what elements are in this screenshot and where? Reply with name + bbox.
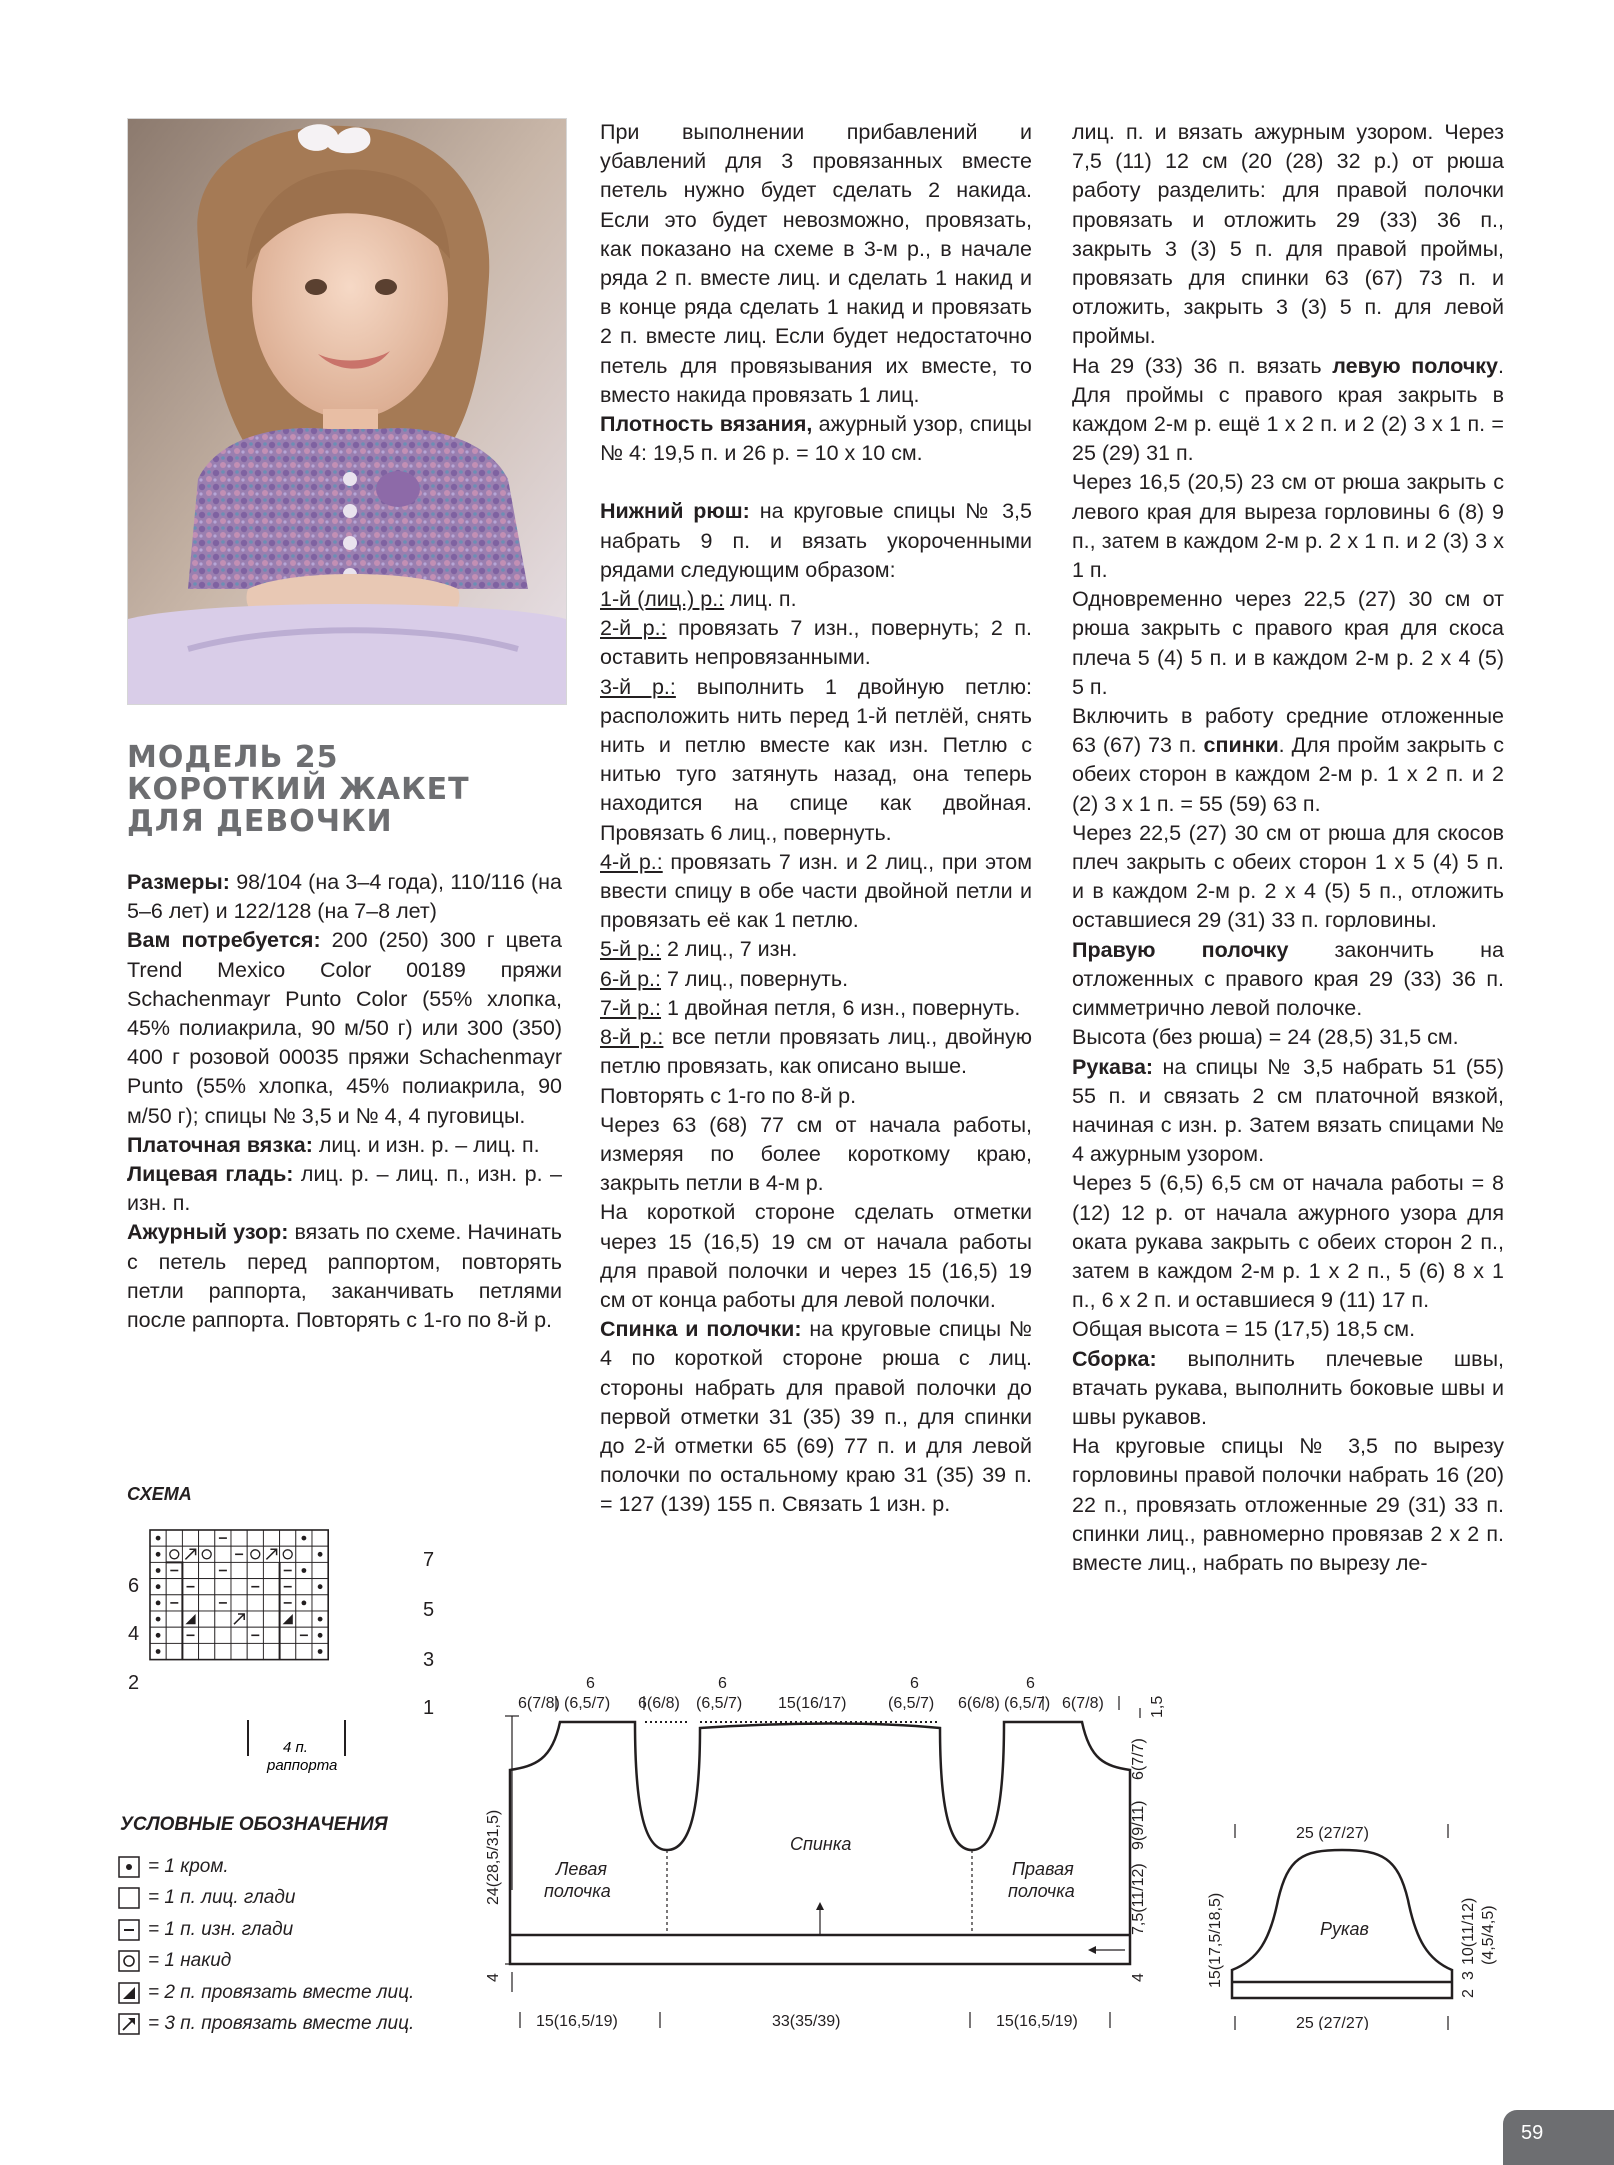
assembly-text: выполнить плечевые швы, втачать рукава, выполнить боковые швы и швы рукавов. xyxy=(1072,1346,1504,1429)
right-front-label-1: Правая xyxy=(1012,1859,1074,1879)
sleeve-right-label-3: 10(11/12) xyxy=(1460,1897,1477,1965)
top-label-7: 15(16/17) xyxy=(778,1695,847,1712)
row-label-4: 4 xyxy=(128,1623,140,1645)
sleeve-bottom-label: 25 (27/27) xyxy=(1296,2015,1369,2030)
sleeve-right-label-4: (4,5/4,5) xyxy=(1480,1905,1497,1965)
page-number: 59 xyxy=(1521,2122,1544,2144)
row-4-text: провязать 7 изн. и 2 лиц., при этом ввести спицу в обе части двойной петли и провязать её как 1 петлю. xyxy=(600,849,1032,933)
chart-selvedge-mark xyxy=(156,1601,161,1606)
right-front-post: закончить на отложенных с правого края 29 (33) 36 п. симметрично левой полочке. xyxy=(1072,937,1504,1021)
model-photo xyxy=(127,118,567,705)
right-label-1: 1,5 xyxy=(1149,1695,1166,1718)
chart-grid xyxy=(150,1530,328,1660)
top-label-1: 6(7/8) xyxy=(518,1695,560,1712)
left-height-label: 24(28,5/31,5) xyxy=(485,1809,502,1905)
right-label-4: 7,5(11/12) xyxy=(1130,1863,1147,1935)
stockinette-text: лиц. р. – лиц. п., изн. р. – изн. п. xyxy=(127,1162,562,1216)
chart-cell xyxy=(280,1546,296,1562)
row-1-text: лиц. п. xyxy=(724,587,797,612)
top-label-8: 6 xyxy=(910,1675,919,1692)
row-2 xyxy=(600,614,1032,672)
top-label-9: (6,5/7) xyxy=(888,1695,935,1712)
legend-label-knit: = 1 п. лиц. глади xyxy=(148,1887,296,1909)
spacer xyxy=(600,468,1032,497)
chart-cell xyxy=(182,1643,198,1659)
chart-cell xyxy=(231,1562,247,1578)
chart-cell xyxy=(166,1546,182,1562)
row-7-text: 1 двойная петля, 6 изн., повернуть. xyxy=(661,995,1021,1020)
chart-cell xyxy=(199,1530,215,1546)
shoulder-paragraph: Одновременно через 22,5 (27) 30 см от рюша закрыть с правого края для скоса плеча 5 (4) 5 п. и в каждом 2-м р. 2 x 4 (5) 5 п. xyxy=(1072,587,1504,699)
back-paragraph xyxy=(1072,702,1504,819)
back-label: Спинка xyxy=(790,1834,852,1854)
chart-cell xyxy=(280,1611,296,1627)
materials-paragraph xyxy=(127,926,562,1130)
column-2 xyxy=(600,118,1032,1520)
right-front-label-2: полочка xyxy=(1008,1881,1075,1901)
chart-cell xyxy=(263,1595,279,1611)
bottom-label-1: 15(16,5/19) xyxy=(536,2013,618,2030)
collar-paragraph: На круговые спицы № 3,5 по вырезу горловины правой полочки набрать 16 (20) 22 п., провязать отложенные 29 (31) 33 п. спинки лиц., равномерно провязав 2 x 2 п. вместе лиц., набрать по вырезу ле- xyxy=(1072,1434,1504,1575)
chart-cell xyxy=(280,1530,296,1546)
legend-label-purl: = 1 п. изн. глади xyxy=(148,1918,294,1940)
chart-cell xyxy=(280,1627,296,1643)
lace-text: вязать по схеме. Начинать с петель перед раппортом, повторять петли раппорта, заканчивать петлями после раппорта. Повторять с 1-го по 8-й р. xyxy=(127,1220,562,1333)
schematic-right-labels xyxy=(1130,1696,1166,1982)
row-2-text: провязать 7 изн., повернуть; 2 п. оставить непровязанными. xyxy=(600,616,1032,670)
row-4 xyxy=(600,848,1032,936)
chart-cell xyxy=(166,1643,182,1659)
left-front-paragraph xyxy=(1072,352,1504,469)
chart-cell xyxy=(182,1611,198,1627)
legend-item-yarn-over xyxy=(118,1946,414,1978)
row-8-text: все петли провязать лиц., двойную петлю провязать, как описано выше. xyxy=(600,1025,1032,1079)
chart-cell xyxy=(182,1595,198,1611)
column-3 xyxy=(1072,118,1504,1578)
sleeves-label: Рукава: xyxy=(1072,1054,1154,1079)
sleeves-text: на спицы № 3,5 набрать 51 (55) 55 п. и связать 2 см платочной вязкой, начиная с изн. р. Затем вязать спицами № 4 ажурным узором. xyxy=(1072,1054,1504,1167)
k3tog-arrow-icon xyxy=(118,2013,140,2035)
chart-cell xyxy=(247,1562,263,1578)
row-5-text: 2 лиц., 7 изн. xyxy=(661,937,798,962)
chart-cell xyxy=(166,1579,182,1595)
left-front-label-2: полочка xyxy=(544,1881,611,1901)
top-label-11: 6 xyxy=(1026,1675,1035,1692)
sleeve-cap-paragraph: Через 5 (6,5) 6,5 см от начала работы = 8 (12) 12 р. от начала ажурного узора для оката рукава закрыть с обеих сторон 2 п., затем в каждом 2-м р. 1 x 2 п., 5 (6) 8 x 1 п., 6 x 2 п. и оставшиеся 9 (11) 17 п. xyxy=(1072,1171,1504,1313)
k2tog-icon xyxy=(118,1982,140,2004)
markers-note: На короткой стороне сделать отметки через 15 (16,5) 19 см от начала работы для правой полочки и через 15 (16,5) 19 см от конца работы для левой полочки. xyxy=(600,1200,1032,1312)
sleeve-right-labels xyxy=(1460,1898,1497,1998)
chart-selvedge-mark xyxy=(156,1633,161,1638)
chart-cell xyxy=(231,1530,247,1546)
body-text: на круговые спицы № 4 по короткой стороне рюша с лиц. стороны набрать для правой полочки до первой отметки 31 (35) 39 п., для спинки до 2-й отметки 65 (69) 77 п. и для левой полочки по остальному краю 31 (35) 39 п. = 127 (139) 155 п. Связать 1 изн. р. xyxy=(600,1317,1032,1517)
row-6-text: 7 лиц., повернуть. xyxy=(661,966,849,991)
chart-cell xyxy=(247,1546,263,1562)
row-label-2: 2 xyxy=(128,1672,140,1694)
model-photo-illustration xyxy=(128,119,566,704)
chart-cell xyxy=(215,1546,231,1562)
chart-selvedge-mark xyxy=(318,1617,323,1622)
right-front-paragraph xyxy=(1072,936,1504,1024)
stockinette-label: Лицевая гладь: xyxy=(127,1162,294,1187)
row-2-label: 2-й р.: xyxy=(600,616,667,641)
yarn-over-icon xyxy=(118,1950,140,1972)
schematic-top-labels xyxy=(518,1675,1104,1712)
chart-cell xyxy=(296,1643,312,1659)
chart-cell xyxy=(182,1562,198,1578)
chart-cell xyxy=(166,1530,182,1546)
model-title-line3: ДЛЯ ДЕВОЧКИ xyxy=(127,804,393,839)
schematic-bottom-labels xyxy=(536,2013,1078,2030)
model-title-line1: МОДЕЛЬ 25 xyxy=(127,740,339,775)
chart-cell xyxy=(296,1546,312,1562)
garter-text: лиц. и изн. р. – лиц. п. xyxy=(312,1132,540,1157)
stitch-chart xyxy=(118,1516,458,1786)
legend xyxy=(118,1851,414,2040)
legend-item-purl xyxy=(118,1914,414,1946)
right-label-5: 4 xyxy=(1130,1973,1147,1982)
neckline-paragraph: Через 16,5 (20,5) 23 см от рюша закрыть с левого края для выреза горловины 6 (8) 9 п., затем в каждом 2-м р. 2 x 1 п. и 2 (3) 3 x 1 п. xyxy=(1072,470,1504,583)
sleeves-paragraph xyxy=(1072,1053,1504,1170)
legend-title: УСЛОВНЫЕ ОБОЗНАЧЕНИЯ xyxy=(120,1814,388,1835)
legend-item-k2tog xyxy=(118,1977,414,2009)
chart-selvedge-mark xyxy=(318,1584,323,1589)
column-1 xyxy=(127,868,562,1335)
right-label-2: 6(7/7) xyxy=(1130,1738,1147,1780)
row-4-label: 4-й р.: xyxy=(600,849,663,874)
arrow-left-head-icon xyxy=(1088,1946,1096,1954)
chart-cell xyxy=(215,1643,231,1659)
sleeve-schematic xyxy=(1180,1820,1510,2030)
chart-cell xyxy=(312,1562,328,1578)
back-post: . Для пройм закрыть с обеих сторон в каждом 2-м р. 1 x 2 п. и 2 (2) 3 x 1 п. = 55 (59) 63 п. xyxy=(1072,733,1504,816)
chart-cell xyxy=(215,1627,231,1643)
chart-cell xyxy=(280,1643,296,1659)
assembly-paragraph xyxy=(1072,1345,1504,1433)
left-front-label-1: Левая xyxy=(556,1859,607,1879)
chart-cell xyxy=(182,1530,198,1546)
chart-selvedge-mark xyxy=(156,1584,161,1589)
chart-selvedge-mark xyxy=(156,1617,161,1622)
chart-cell xyxy=(263,1611,279,1627)
chart-cell xyxy=(296,1611,312,1627)
row-label-3: 3 xyxy=(423,1649,435,1671)
repeat-note: Повторять с 1-го по 8-й р. xyxy=(600,1083,857,1108)
top-label-12: (6,5/7) xyxy=(1004,1695,1051,1712)
legend-label-yarn-over: = 1 накид xyxy=(148,1950,232,1972)
row-1-label: 1-й (лиц.) р.: xyxy=(600,587,725,612)
sizes-text: 98/104 (на 3–4 года), 110/116 (на 5–6 лет) и 122/128 (на 7–8 лет) xyxy=(127,870,562,924)
chart-selvedge-mark xyxy=(302,1601,307,1606)
legend-item-knit xyxy=(118,1883,414,1915)
sleeve-left-label: 15(17,5/18,5) xyxy=(1207,1892,1224,1988)
row-label-6: 6 xyxy=(128,1575,140,1597)
page-number-tab xyxy=(1503,2110,1614,2165)
knit-stitch-icon xyxy=(118,1887,140,1909)
chart-cell xyxy=(296,1579,312,1595)
chart-cell xyxy=(312,1595,328,1611)
chart-cell xyxy=(247,1595,263,1611)
row-1 xyxy=(600,585,1032,614)
legend-item-k3tog xyxy=(118,2009,414,2041)
top-label-2: 6 xyxy=(586,1675,595,1692)
right-front-bold: Правую полочку xyxy=(1072,937,1289,962)
split-paragraph: лиц. п. и вязать ажурным узором. Через 7,5 (11) 12 см (20 (28) 32 р.) от рюша работу разделить: для правой полочки провязать и отложить 29 (33) 36 п., закрыть 3 (3) 5 п. для правой проймы, провязать для спинки 63 (67) 73 п. и отложить, закрыть 3 (3) 5 п. для левой проймы. xyxy=(1072,120,1504,349)
pattern-schematic xyxy=(460,1660,1180,2040)
sizes-label: Размеры: xyxy=(127,870,230,894)
chart-selvedge-mark xyxy=(318,1633,323,1638)
gauge-label: Плотность вязания, xyxy=(600,412,813,437)
selvedge-stitch-icon xyxy=(118,1856,140,1878)
chart-cell xyxy=(199,1611,215,1627)
chart-cell xyxy=(247,1530,263,1546)
materials-text: 200 (250) 300 г цвета Trend Mexico Color 00189 пряжи Schachenmayr Punto Color (55% хлопка, 45% полиакрила, 90 м/50 г) или 300 (350) 400 г розовой 00035 пряжи Schachenmayr Punto (55% хлопка, 45% полиакрила, 90 м/50 г); спицы № 3,5 и № 4, 4 пуговицы. xyxy=(127,928,562,1128)
row-8 xyxy=(600,1023,1032,1081)
ruffle-label: Нижний рюш: xyxy=(600,499,750,524)
left-front-post: . Для проймы с правого края закрыть в каждом 2-м р. ещё 1 x 2 п. и 2 (2) 3 x 1 п. = 25 (29) 31 п. xyxy=(1072,353,1505,466)
sleeve-right-label-2: 3 xyxy=(1460,1971,1477,1980)
left-ruffle-label: 4 xyxy=(485,1973,502,1982)
legend-label-k3tog: = 3 п. провязать вместе лиц. xyxy=(148,2013,415,2035)
top-label-6: (6,5/7) xyxy=(696,1695,743,1712)
arrow-up-head-icon xyxy=(816,1902,824,1910)
row-8-label: 8-й р.: xyxy=(600,1025,664,1050)
chart-selvedge-mark xyxy=(156,1568,161,1573)
chart-cell xyxy=(247,1643,263,1659)
decrease-note: При выполнении прибавлений и убавлений для 3 провязанных вместе петель нужно будет сделать 2 накида. Если это будет невозможно, провязать, как показано на схеме в 3-м р., в начале ряда 2 п. вместе лиц. и сделать 1 накид и в конце ряда сделать 1 накид и провязать 2 п. вместе лиц. Если будет недостаточно петель для провязывания их вместе, то вместо накида провязать 1 лиц. xyxy=(600,120,1032,407)
chart-cell xyxy=(263,1627,279,1643)
stockinette-paragraph xyxy=(127,1160,562,1218)
ruffle-paragraph xyxy=(600,497,1032,585)
gauge-paragraph xyxy=(600,410,1032,468)
chart-cell xyxy=(199,1546,215,1562)
bottom-label-3: 15(16,5/19) xyxy=(996,2013,1078,2030)
materials-label: Вам потребуется: xyxy=(127,928,321,953)
row-label-5: 5 xyxy=(423,1599,435,1621)
chart-cell xyxy=(312,1530,328,1546)
row-7-label: 7-й р.: xyxy=(600,995,662,1020)
back-bold: спинки xyxy=(1203,733,1279,758)
chart-cell xyxy=(247,1611,263,1627)
chart-selvedge-mark xyxy=(318,1552,323,1557)
row-label-7: 7 xyxy=(423,1549,435,1571)
bottom-label-2: 33(35/39) xyxy=(772,2013,841,2030)
garter-paragraph xyxy=(127,1131,562,1160)
row-label-1: 1 xyxy=(423,1697,435,1719)
legend-item-selvedge xyxy=(118,1851,414,1883)
row-3-label: 3-й р.: xyxy=(600,674,676,699)
lace-label: Ажурный узор: xyxy=(127,1220,289,1245)
model-title-line2: КОРОТКИЙ ЖАКЕТ xyxy=(127,772,470,807)
top-label-10: 6(6/8) xyxy=(958,1695,1000,1712)
chart-cell xyxy=(263,1562,279,1578)
sleeve-right-label-1: 2 xyxy=(1460,1989,1477,1998)
top-label-4: 6(6/8) xyxy=(638,1695,680,1712)
row-6 xyxy=(600,965,1032,994)
total-height-paragraph: Общая высота = 15 (17,5) 18,5 см. xyxy=(1072,1317,1416,1342)
top-label-5: 6 xyxy=(718,1675,727,1692)
sleeve-label: Рукав xyxy=(1320,1919,1369,1939)
back-shoulder-paragraph: Через 22,5 (27) 30 см от рюша для скосов плеч закрыть с обеих сторон 1 x 5 (4) 5 п. и в каждом 2-м р. 2 x 4 (5) 5 п., отложить оставшиеся 29 (31) 33 п. горловины. xyxy=(1072,820,1504,933)
chart-cell xyxy=(199,1595,215,1611)
chart-selvedge-mark xyxy=(302,1536,307,1541)
chart-cell xyxy=(231,1643,247,1659)
chart-cell xyxy=(263,1643,279,1659)
chart-cell xyxy=(231,1627,247,1643)
chart-cell xyxy=(199,1627,215,1643)
chart-cell xyxy=(263,1530,279,1546)
chart-cell xyxy=(231,1595,247,1611)
top-label-13: 6(7/8) xyxy=(1062,1695,1104,1712)
ruffle-text: на круговые спицы № 3,5 набрать 9 п. и вязать укороченными рядами следующим образом: xyxy=(600,499,1032,582)
row-3 xyxy=(600,673,1032,848)
left-front-pre: На 29 (33) 36 п. вязать xyxy=(1072,353,1333,378)
chart-cell xyxy=(166,1611,182,1627)
garter-label: Платочная вязка: xyxy=(127,1132,313,1157)
chart-selvedge-mark xyxy=(156,1536,161,1541)
height-paragraph: Высота (без рюша) = 24 (28,5) 31,5 см. xyxy=(1072,1025,1459,1050)
chart-title: СХЕМА xyxy=(127,1484,192,1504)
chart-selvedge-mark xyxy=(318,1649,323,1654)
chart-cell xyxy=(199,1562,215,1578)
chart-cell xyxy=(215,1579,231,1595)
row-5-label: 5-й р.: xyxy=(600,937,662,962)
chart-cell xyxy=(166,1627,182,1643)
body-paragraph xyxy=(600,1315,1032,1519)
lace-paragraph xyxy=(127,1218,562,1335)
row-6-label: 6-й р.: xyxy=(600,966,662,991)
chart-selvedge-mark xyxy=(156,1649,161,1654)
assembly-label: Сборка: xyxy=(1072,1346,1157,1371)
bindoff-note: Через 63 (68) 77 см от начала работы, измеряя по более короткому краю, закрыть петли в 4-м р. xyxy=(600,1112,1032,1196)
back-pre: Включить в работу средние отложенные 63 (67) 73 п. xyxy=(1072,704,1504,758)
chart-cell xyxy=(215,1611,231,1627)
chart-selvedge-mark xyxy=(156,1552,161,1557)
body-label: Спинка и полочки: xyxy=(600,1317,802,1342)
sizes-paragraph xyxy=(127,868,562,926)
chart-cell xyxy=(231,1579,247,1595)
right-label-3: 9(9/11) xyxy=(1130,1800,1147,1850)
purl-stitch-icon xyxy=(118,1919,140,1941)
chart-cell xyxy=(199,1643,215,1659)
left-front-bold: левую полочку xyxy=(1332,353,1499,378)
row-3-text: выполнить 1 двойную петлю: расположить нить перед 1-й петлёй, снять нить и петлю вместе как изн. Петлю с нитью туго затянуть назад, она теперь находится на спице как двойная. Провязать 6 лиц., повернуть. xyxy=(600,674,1032,845)
gauge-text: ажурный узор, спицы № 4: 19,5 п. и 26 р. = 10 x 10 см. xyxy=(600,412,1032,466)
row-7 xyxy=(600,994,1032,1023)
row-5 xyxy=(600,935,1032,964)
top-label-3: (6,5/7) xyxy=(564,1695,611,1712)
model-title xyxy=(127,742,567,838)
legend-label-selvedge: = 1 кром. xyxy=(148,1855,229,1877)
repeat-label-1: 4 п. xyxy=(283,1739,308,1756)
legend-label-k2tog: = 2 п. провязать вместе лиц. xyxy=(148,1981,415,2003)
piece-labels xyxy=(544,1834,1075,1901)
chart-selvedge-mark xyxy=(302,1568,307,1573)
repeat-label-2: раппорта xyxy=(267,1757,338,1774)
sleeve-top-label: 25 (27/27) xyxy=(1296,1825,1369,1842)
chart-cell xyxy=(199,1579,215,1595)
chart-cell xyxy=(263,1579,279,1595)
